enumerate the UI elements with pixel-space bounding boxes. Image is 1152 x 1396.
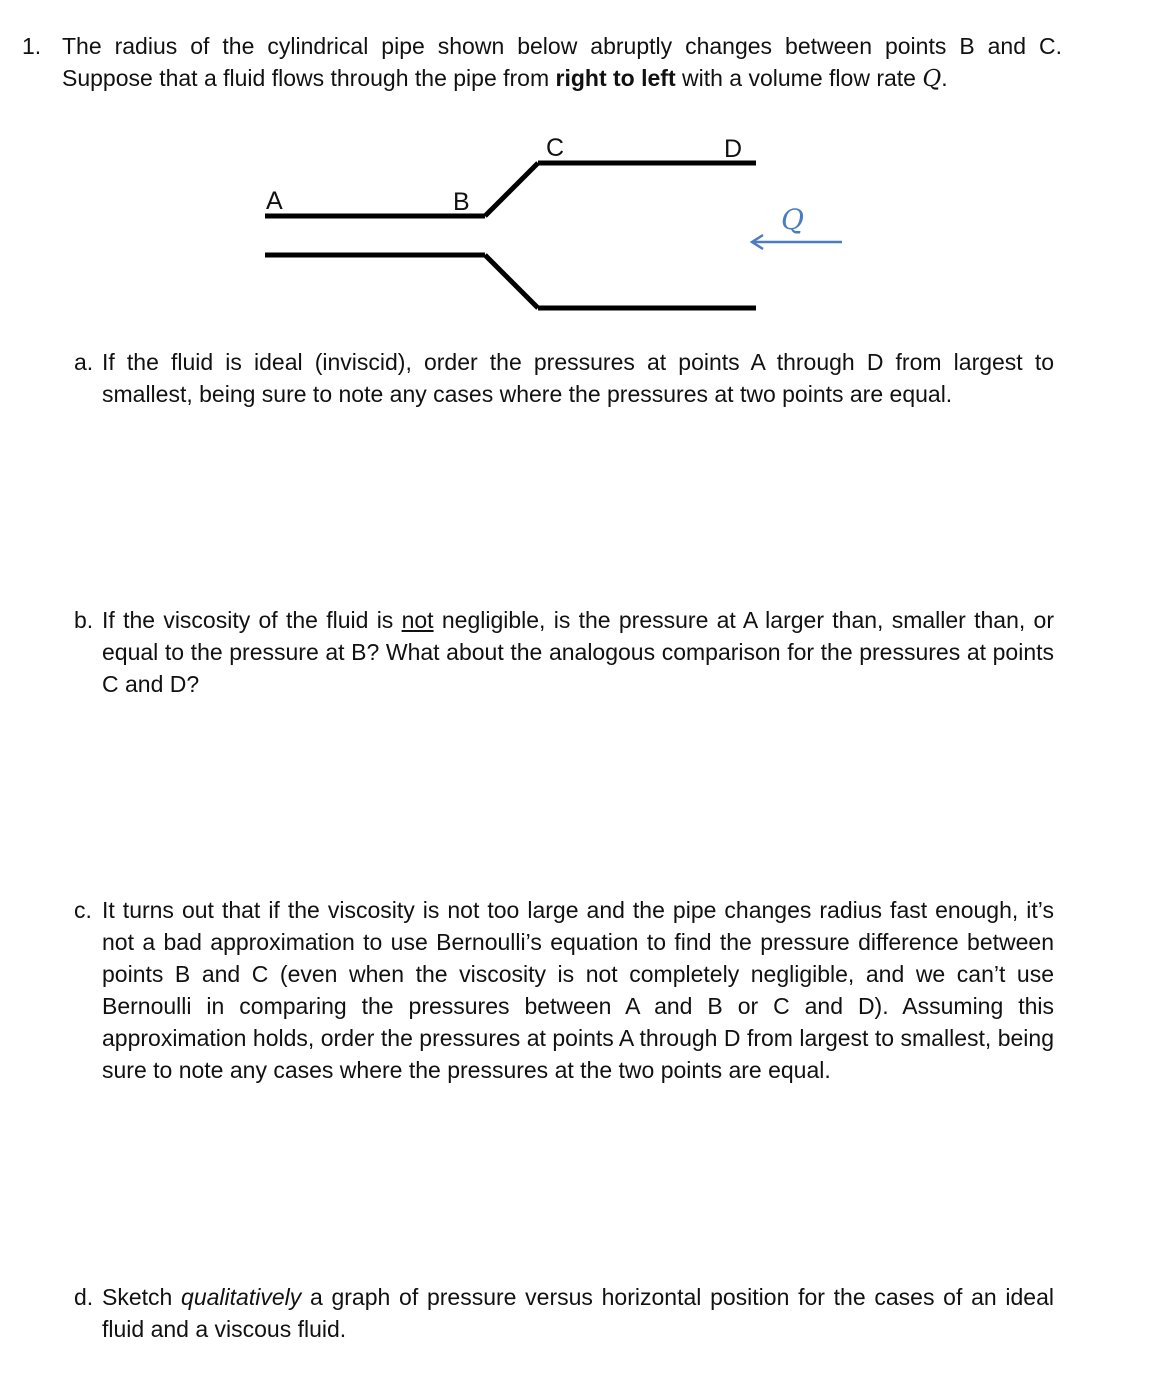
pipe-transition-bottom-wall	[485, 255, 538, 308]
part-c	[74, 894, 1054, 1086]
intro-end-punct: .	[941, 65, 948, 91]
part-b-text-part1: If the viscosity of the fluid is	[102, 607, 402, 633]
pipe-transition-top-wall	[485, 163, 538, 216]
flow-label-q: Q	[781, 203, 804, 236]
intro-bold-text: right to left	[555, 65, 676, 91]
intro-text-part1: The radius of the cylindrical pipe shown below abruptly changes between points B and C. Suppose that a fluid flows through the pipe from	[62, 33, 1062, 91]
part-a-text: If the fluid is ideal (inviscid), order the pressures at points A through D from largest to smallest, being sure to note any cases where the pressures at two points are equal.	[102, 349, 1054, 407]
pipe-diagram	[0, 0, 1152, 330]
part-d-text	[102, 1281, 1054, 1345]
flow-rate-symbol: Q	[922, 66, 942, 92]
part-a	[74, 346, 1054, 410]
part-b-letter: b.	[74, 607, 94, 633]
part-b-text	[102, 604, 1054, 700]
part-b-underlined-word: not	[401, 607, 434, 633]
part-c-text: It turns out that if the viscosity is not too large and the pipe changes radius fast enough, it’s not a bad approximation to use Bernoulli’s equation to find the pressure difference between points B and C (even when the viscosity is not completely negligible, and we can’t use Bernoulli in comparing the pressures between A and B or C and D). Assuming this approximation holds, order the pressures at points A through D from largest to smallest, being sure to note any cases where the pressures at the two points are equal.	[102, 897, 1054, 1083]
part-d	[74, 1281, 1054, 1345]
part-d-text-part1: Sketch	[102, 1284, 182, 1310]
intro-text-part2: with a volume flow rate	[675, 65, 923, 91]
part-d-letter: d.	[74, 1284, 94, 1310]
part-b	[74, 604, 1054, 700]
part-d-italic-word: qualitatively	[181, 1284, 302, 1310]
question-number: 1.	[22, 33, 42, 59]
point-label-d: D	[724, 135, 743, 163]
point-label-c: C	[546, 134, 565, 162]
point-label-a: A	[266, 187, 283, 215]
flow-arrow-icon	[752, 235, 842, 249]
part-c-letter: c.	[74, 897, 92, 923]
part-a-letter: a.	[74, 349, 94, 375]
part-b-text-part2: negligible, is the pressure at A larger than, smaller than, or equal to the pressure at B? What about the analogous comparison for the pressures at points C and D?	[102, 607, 1055, 697]
point-label-b: B	[453, 188, 470, 216]
part-d-text-part2: a graph of pressure versus horizontal position for the cases of an ideal fluid and a viscous fluid.	[102, 1284, 1054, 1342]
